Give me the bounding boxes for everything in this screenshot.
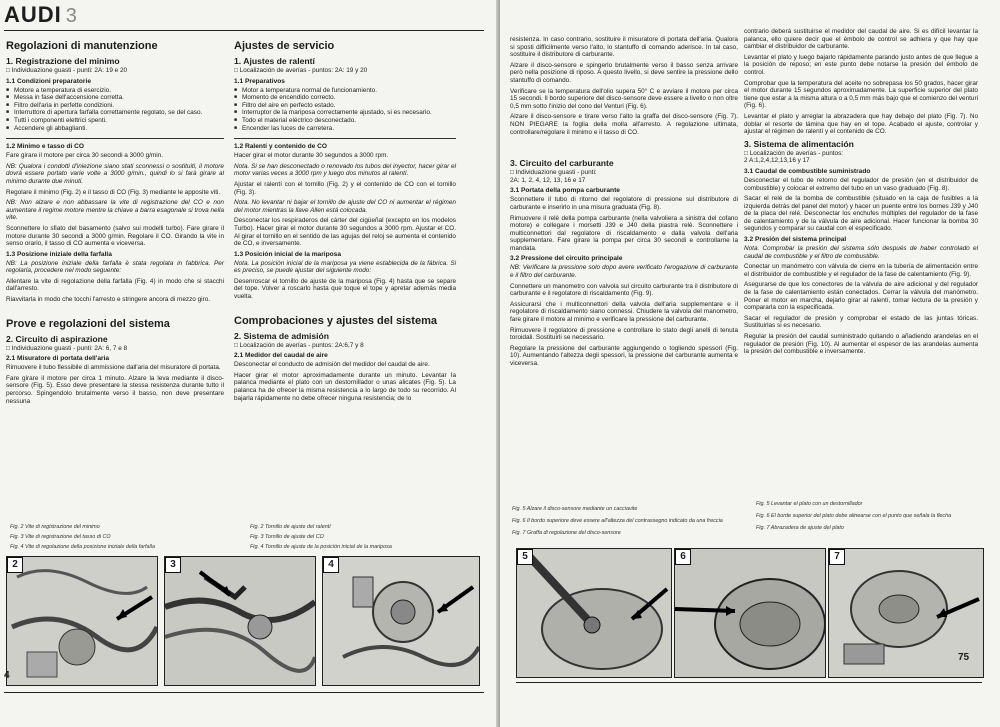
figure-caption: Fig. 6 El borde superior del plato debe alinearse con el punto que señala la flecha (756, 513, 952, 519)
note: NB: La posizione iniziale della farfalla è stata regolata in fabbrica. Per regolarla, procedere nel modo seguente: (6, 259, 224, 275)
paragraph: Desenroscar el tornillo de ajuste de la mariposa (Fig. 4) hasta que se separe del tope. Volver a roscarlo hasta que toque el tope y apretar además media vuelta. (234, 277, 456, 301)
figure-caption: Fig. 5 Levantar el plato con un destornillador (756, 501, 863, 507)
paragraph: Sacar el regulador de presión y comprobar el estado de las juntas tóricas. Sustituirlas si es necesario. (744, 314, 978, 330)
fault-location: □ Localización de averías - puntos: 2A: 19 y 20 (234, 67, 368, 74)
subsection-title: 1.2 Minimo e tasso di CO (6, 143, 85, 151)
note: NB: Non alzare e non abbassare la vite di registrazione del CO e non aumentare il regime motore mentre la chiave a barra esagonale si trova nella vite. (6, 199, 224, 222)
paragraph: Assicurarsi che i multiconnettori della valvola dell'aria supplementare e il regolatore di riscaldamento siano connessi. Chiudere la valvola del manometro, fare girare il motore al minimo e verificare la pressione del carburante. (510, 300, 738, 324)
note: Nota. Comprobar la presión del sistema sólo después de haber controlado el caudal de combustible y el filtro de combustible. (744, 245, 978, 260)
footer-rule (516, 682, 982, 683)
figure-4 (322, 556, 480, 686)
figure-number: 2 (7, 557, 23, 573)
paragraph: Desconectar los respiraderos del cárter del cigüeñal (excepto en los modelos Turbo). Hacer girar el motor durante 30 segundos a 3000 rpm. Ajustar el CO. Al girar el tornillo en el sentido de las agujas del reloj se aumenta el contenido de CO, e inversamente. (234, 217, 456, 248)
section-title: 3. Sistema de alimentación (744, 138, 854, 149)
paragraph: Verificare se la temperatura dell'olio supera 50° C e avviare il motore per circa 15 secondi. Il bordo superiore del disco-sensore deve essere a livello o non oltre 0,5 mm sotto l'inizio del cono del Venturi (Fig. 6). (510, 87, 738, 110)
figure-captions-italian (10, 522, 230, 552)
note: NB: Qualora i condotti d'iniezione siano stati sconnessi o sostituiti, il motore dovrà essere portato varie volte a 3000 g/min., quindi lo si farà girare al minimo durante due minuti. (6, 162, 224, 185)
figure-caption: Fig. 2 Vite di registrazione del minimo (10, 524, 100, 530)
engine-photo (165, 557, 315, 685)
paragraph: Regolare il minimo (Fig. 2) e il tasso di CO (Fig. 3) mediante le apposite viti. (6, 188, 221, 196)
figure-5 (516, 548, 672, 678)
figure-row (6, 556, 478, 684)
figure-number: 3 (165, 557, 181, 573)
subsection-title: 3.2 Presión del sistema principal (744, 236, 847, 244)
figure-caption: Fig. 3 Vite di registrazione del tasso di CO (10, 534, 111, 540)
figure-caption: Fig. 5 Alzare il disco-sensore mediante un cacciavite (512, 506, 638, 512)
figure-row (516, 548, 982, 676)
section-title: 2. Circuito di aspirazione (6, 333, 108, 344)
figure-6 (674, 548, 826, 678)
column-spanish (744, 28, 978, 359)
subsection-title: 2.1 Misuratore di portata dell'aria (6, 355, 110, 363)
engine-photo (7, 557, 157, 685)
figure-number: 6 (675, 549, 691, 565)
right-page (500, 0, 1000, 727)
column-italian (6, 40, 224, 408)
figure-caption: Fig. 2 Tornillo de ajuste del ralentí (250, 524, 331, 530)
paragraph: contrario deberá sustituirse el medidor del caudal de aire. Si es difícil levantar la palanca, ello quiere decir que el émbolo de control se adhiera y que hay que cambiar el distribuidor de carburante. (744, 28, 978, 51)
fault-location: □ Localización de averías - puntos: 2A:6,7 y 8 (234, 341, 364, 349)
page-number: 4 (4, 670, 10, 681)
paragraph: Hacer girar el motor aproximadamente durante un minuto. Levantar la palanca mediante el plato con un destornillador o unas alicates (Fig. 5). La palanca ha de ofrecer la misma resistencia a lo largo de todo su recorrido. Al bajarla rápidamente no debe ofrecer ninguna resistencia; de lo (234, 371, 456, 402)
sensor-plate-photo (517, 549, 671, 677)
paragraph: Rimuovere il relè della pompa carburante (nella valvoliera a sinistra del cofano motore) e collegare i morsetti J39 e J40 della piastra relè. Sconnettere i multiconnettori dal regolatore di riscaldamento e dalla valvola dell'aria supplementare. Fare girare la pompa per circa 30 secondi e controllarne la mandata. (510, 214, 738, 252)
throttle-photo (323, 557, 479, 685)
paragraph: Hacer girar el motor durante 30 segundos a 3000 rpm. (234, 152, 389, 160)
page-number: 75 (958, 652, 970, 663)
chapter-title: Regolazioni di manutenzione (6, 40, 158, 52)
list-item: ■ Filtro del aire en perfecto estado. (234, 102, 456, 110)
subsection-title: 3.2 Pressione del circuito principale (510, 255, 623, 263)
paragraph: Desconectar el tubo de retorno del regulador de presión (en el distribuidor de combustible) y colocar el extremo del tubo en un vaso graduado (Fig. 8). (744, 176, 978, 192)
figure-caption: Fig. 4 Tornillo de ajuste de la posición inicial de la mariposa (250, 544, 392, 550)
list-item: ■ Interruptor de la mariposa correctamente ajustado, si es necesario. (234, 109, 456, 117)
figure-caption: Fig. 4 Vite di regolazione della posizione iniziale della farfalla (10, 544, 155, 550)
note: Nota. Si se han desconectado o renovado los tubos del inyector, hacer girar el motor varias veces a 3000 rpm y luego dos minutos al ralentí. (234, 162, 456, 178)
section-title: 1. Registrazione del minimo (6, 56, 120, 66)
brand-logo: AUDI 3 (4, 2, 78, 27)
paragraph: Fare girare il motore per circa 1 minuto. Alzare la leva mediante il disco-sensore (Fig. 5). Esso deve presentare la stessa resistenza durante tutto il percorso. Spingendolo brutalmente verso il basso, non deve presentare nessuna (6, 374, 224, 405)
paragraph: Alzare il disco-sensore e tirare verso l'alto la graffa del disco-sensore (Fig. 7). NON PIEGARE la foglia della molla all'arresto. A regolazione ultimata, controllare/regolare il minimo e il tasso di CO. (510, 113, 738, 136)
figure-number: 7 (829, 549, 845, 565)
figure-2 (6, 556, 158, 686)
paragraph: Regular la presión del caudal suministrado quitando o añadiendo arandelas en el regulador de presión (Fig. 10). Al aumentar el espesor de las arandelas aumenta la presión del combustible e inversamente. (744, 333, 978, 356)
subsection-title: 1.2 Ralentí y contenido de CO (234, 143, 328, 151)
fault-location: □ Localización de averías - puntos: 2 A:1,2,4,12,13,16 y 17 (744, 149, 844, 165)
column-spanish (234, 40, 456, 405)
paragraph: Sconnettere il tubo di ritorno del regolatore di pressione sul distributore di carburante e inserirlo in una misura graduata (Fig. 8). (510, 196, 738, 211)
subsection-title: 1.1 Preparativos (234, 77, 285, 85)
paragraph: Rimuovere il tubo flessibile di ammissione dall'aria del misuratore di portata. (6, 364, 221, 372)
divider (6, 138, 224, 139)
list-item: ■ Filtro dell'aria in perfette condizioni. (6, 102, 224, 110)
note: Nota. La posición inicial de la mariposa ya viene establecida de la fábrica. Si es preciso, se puede ajustar del siguiente modo: (234, 259, 456, 275)
chapter-title: Ajustes de servicio (234, 40, 335, 52)
venturi-photo (675, 549, 825, 677)
paragraph: Riavvitarla in modo che tocchi l'arresto e stringere ancora di mezzo giro. (6, 296, 211, 304)
paragraph: Desconectar el conducto de admisión del medidor del caudal de aire. (234, 361, 430, 369)
chapter-title: Comprobaciones y ajustes del sistema (234, 314, 437, 327)
paragraph: Levantar el plato y arreglar la abrazadera que hay debajo del plato (Fig. 7). No doblar el resorte de lámina que hay en el tope. Acabado el ajuste, controlar y ajustar el régimen de ralentí y el contenido de CO. (744, 112, 978, 136)
figure-caption: Fig. 7 Abrazadera de ajuste del plato (756, 525, 844, 531)
preparation-list (6, 87, 224, 133)
list-item: ■ Motor a temperatura normal de funcionamiento. (234, 87, 456, 95)
figure-number: 4 (323, 557, 339, 573)
figure-caption: Fig. 7 Graffa di regolazione del disco-sensore (512, 530, 621, 536)
preparation-list (234, 87, 456, 133)
paragraph: Sconnettere lo sfiato del basamento (salvo sui modelli turbo). Fare girare il motore durante 30 secondi a 3000 g/min. Regolare il CO. Girando la vite in senso orario, il tasso di CO aumenta e viceversa. (6, 224, 224, 248)
section-title: 1. Ajustes de ralentí (234, 56, 315, 66)
fault-location: □ Individuazione guasti - punti: 2A: 6, 7 e 8 (6, 344, 128, 352)
figure-caption: Fig. 3 Tornillo de ajuste del CO (250, 534, 324, 540)
paragraph: Asegurarse de que los conectores de la válvula de aire adicional y del regulador de la fase de calentamiento están conectados. Cerrar la válvula del manómetro. Poner el motor en marcha, dejarlo girar al ralentí, tomar lectura de la presión y compararla con la especificada. (744, 281, 978, 312)
section-title: 2. Sistema de admisión (234, 330, 330, 341)
figure-number: 5 (517, 549, 533, 565)
figure-captions-spanish (756, 500, 980, 532)
section-title: 3. Circuito del carburante (510, 158, 614, 169)
paragraph: Alzare il disco-sensore e spingerlo brutalmente verso il basso senza arrivare però nella posizione di riposo. A questo livello, si deve sentire la pressione dello stantuffo di comando. (510, 61, 738, 84)
figure-captions-italian (512, 505, 742, 537)
divider (234, 138, 456, 139)
subsection-title: 3.1 Caudal de combustible suministrado (744, 167, 871, 175)
paragraph: Sacar el relé de la bomba de combustible (situado en la caja de fusibles a la izquierda detrás del panel del motor) y hacer un puente entre los bornes J39 y J40 de la placa del relé. Desconectar los enchufes múltiples del regulador de la fase de calentamiento y de la válvula de aire adicional. Hacer funcionar la bomba 30 segundos y comparar su caudal con el especificado. (744, 195, 978, 233)
subsection-title: 1.3 Posizione iniziale della farfalla (6, 250, 112, 258)
note: Nota. No levantar ni bajar el tornillo de ajuste del CO ni aumentar el régimen del motor mientras la llave Allen está colocada. (234, 199, 456, 214)
figure-caption: Fig. 6 Il bordo superiore deve essere all'altezza del contrassegno indicato da una freccia (512, 518, 723, 524)
paragraph: resistenza. In caso contrario, sostituire il misuratore di portata dell'aria. Qualora si sposti difficilmente verso l'alto, lo stantuffo di comando aderisce. In tal caso, sostituire il distributore di carburante. (510, 36, 738, 59)
list-item: ■ Todo el material eléctrico desconectado. (234, 117, 456, 125)
paragraph: Fare girare il motore per circa 30 secondi a 3000 g/min. (6, 152, 164, 160)
header-rule (4, 30, 484, 31)
list-item: ■ Interruttore di apertura farfalla correttamente regolato, se del caso. (6, 109, 224, 117)
paragraph: Ajustar el ralentí con el tornillo (Fig. 2) y el contenido de CO con el tornillo (Fig. 3). (234, 180, 456, 196)
subsection-title: 3.1 Portata della pompa carburante (510, 187, 620, 195)
list-item: ■ Encender las luces de carretera. (234, 125, 456, 133)
paragraph: Allentare la vite di regolazione della farfalla (Fig. 4) in modo che si stacchi dall'arresto. (6, 277, 224, 293)
list-item: ■ Messa in fase dell'accensione corretta. (6, 94, 224, 102)
list-item: ■ Accendere gli abbaglianti. (6, 125, 224, 133)
column-italian (510, 36, 738, 371)
paragraph: Levantar el plato y luego bajarlo rápidamente parando justo antes de que llegue a la posición de reposo; en este punto debe notarse la presión del émbolo de control. (744, 53, 978, 76)
paragraph: Conectar un manómetro con válvula de cierre en la tubería de alimentación entre el distribuidor de combustible y el regulador de la fase de calentamiento (Fig. 9). (744, 263, 978, 278)
list-item: ■ Momento de encendido correcto. (234, 94, 456, 102)
fault-location: □ Individuazione guasti - punti: 2A: 1, 2, 4, 12, 13, 16 e 17 (510, 169, 597, 184)
footer-rule (4, 692, 484, 693)
subsection-title: 2.1 Medidor del caudal de aire (234, 352, 328, 360)
paragraph: Comprobar que la temperatura del aceite no sobrepasa los 50 grados, hacer girar el motor durante 15 segundos aproximadamente. La superficie superior del plato tiene que estar a la misma altura o a 0,5 mm más bajo que el comienzo del venturi (Fig. 6). (744, 79, 978, 110)
subsection-title: 1.3 Posición inicial de la mariposa (234, 250, 342, 258)
paragraph: Connettere un manometro con valvola sul circuito carburante tra il distributore di carburante e il regolatore di riscaldamento (Fig. 9). (510, 282, 738, 298)
subsection-title: 1.1 Condizioni preparatorie (6, 77, 92, 85)
list-item: ■ Motore a temperatura di esercizio. (6, 87, 224, 95)
chapter-title: Prove e regolazioni del sistema (6, 317, 170, 330)
figure-3 (164, 556, 316, 686)
fault-location: □ Individuazione guasti - punti: 2A: 19 e 20 (6, 67, 128, 74)
figure-captions-spanish (250, 522, 480, 552)
note: NB: Verificare la pressione solo dopo avere verificato l'erogazione di carburante e il filtro del carburante. (510, 264, 738, 280)
list-item: ■ Tutti i componenti elettrici spenti. (6, 117, 224, 125)
paragraph: Rimuovere il regolatore di pressione e controllare lo stato degli anelli di tenuta toroidali. Sostituirli se necessario. (510, 326, 738, 342)
paragraph: Regolare la pressione del carburante aggiungendo o togliendo spessori (Fig. 10). Aumentando l'altezza degli spessori, la pressione del carburante aumenta e viceversa. (510, 344, 738, 367)
